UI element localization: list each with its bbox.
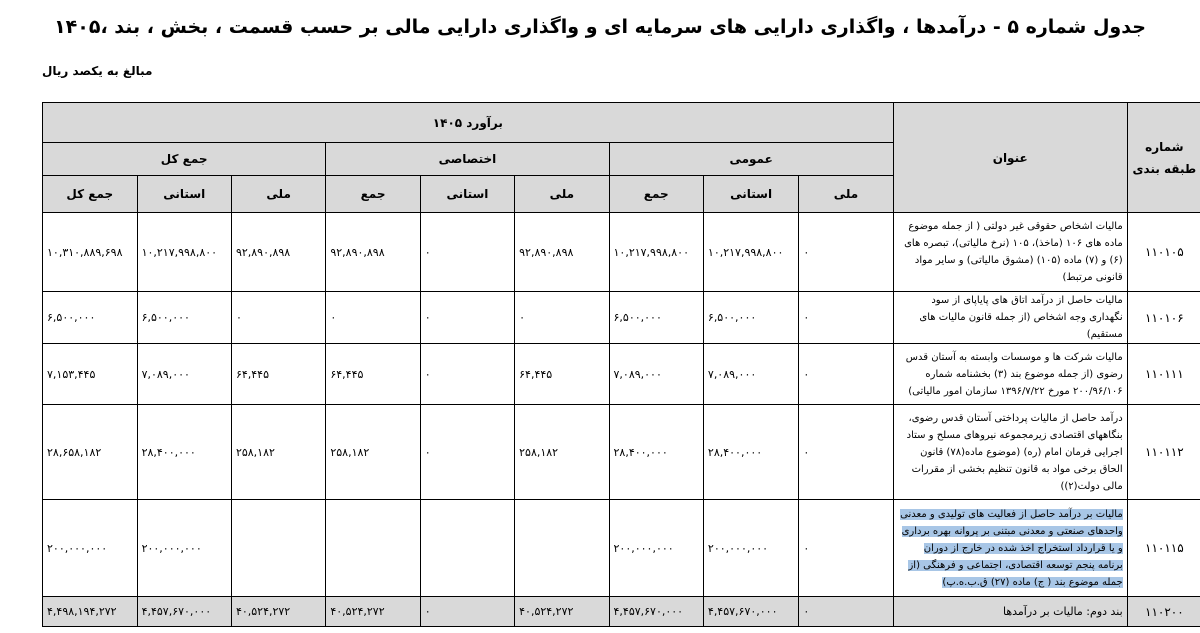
cell-gen-sum: ۲۰۰,۰۰۰,۰۰۰ (609, 500, 703, 597)
cell-gen-national: ۰ (799, 292, 893, 344)
cell-tot-total: ۱۰,۳۱۰,۸۸۹,۶۹۸ (43, 213, 138, 292)
cell-gen-provincial: ۶,۵۰۰,۰۰۰ (703, 292, 798, 344)
cell-spec-sum: ۲۵۸,۱۸۲ (326, 405, 420, 500)
cell-spec-sum: ۶۴,۴۴۵ (326, 344, 420, 405)
cell-tot-total: ۷,۱۵۳,۴۴۵ (43, 344, 138, 405)
row-title: درآمد حاصل از مالیات پرداختی آستان قدس رضوی، بنگاههای اقتصادی زیرمجموعه نیروهای مسلح و ستاد اجرایی فرمان امام (ره) (موضوع ماده(۷۸) قانون الحاق برخی مواد به قانون تنظیم بخشی از مقررات مالی دولت(۲)) (893, 405, 1127, 500)
table-row-total (43, 597, 1200, 627)
cell-tot-provincial: ۱۰,۲۱۷,۹۹۸,۸۰۰ (137, 213, 231, 292)
cell-spec-provincial: ۰ (420, 405, 514, 500)
cell-tot-national: ۲۵۸,۱۸۲ (231, 405, 325, 500)
row-title: مالیات حاصل از درآمد اتاق های پایاپای از سود نگهداری وجه اشخاص (از جمله قانون مالیات های مستقیم) (893, 292, 1127, 344)
cell-gen-provincial: ۲۰۰,۰۰۰,۰۰۰ (703, 500, 798, 597)
header-gen-provincial: استانی (703, 176, 798, 213)
cell-tot-provincial: ۴,۴۵۷,۶۷۰,۰۰۰ (137, 597, 231, 627)
cell-gen-sum: ۶,۵۰۰,۰۰۰ (609, 292, 703, 344)
cell-tot-provincial: ۷,۰۸۹,۰۰۰ (137, 344, 231, 405)
header-gen-sum: جمع (609, 176, 703, 213)
header-gen-national: ملی (799, 176, 893, 213)
cell-tot-national: ۴۰,۵۲۴,۲۷۲ (231, 597, 325, 627)
cell-tot-national: ۶۴,۴۴۵ (231, 344, 325, 405)
cell-spec-provincial: ۰ (420, 344, 514, 405)
cell-spec-sum (326, 500, 420, 597)
cell-tot-total: ۲۰۰,۰۰۰,۰۰۰ (43, 500, 138, 597)
cell-gen-sum: ۱۰,۲۱۷,۹۹۸,۸۰۰ (609, 213, 703, 292)
cell-gen-national: ۰ (799, 597, 893, 627)
cell-tot-provincial: ۲۰۰,۰۰۰,۰۰۰ (137, 500, 231, 597)
cell-gen-provincial: ۱۰,۲۱۷,۹۹۸,۸۰۰ (703, 213, 798, 292)
row-code: ۱۱۰۲۰۰ (1127, 597, 1200, 627)
table-row (43, 344, 1200, 405)
cell-gen-sum: ۷,۰۸۹,۰۰۰ (609, 344, 703, 405)
cell-spec-national (515, 500, 609, 597)
header-tot-total: جمع کل (43, 176, 138, 213)
header-estimate: برآورد ۱۴۰۵ (43, 103, 894, 143)
header-spec-national: ملی (515, 176, 609, 213)
cell-spec-provincial: ۰ (420, 292, 514, 344)
header-spec-sum: جمع (326, 176, 420, 213)
row-code: ۱۱۰۱۰۵ (1127, 213, 1200, 292)
cell-spec-national: ۹۲,۸۹۰,۸۹۸ (515, 213, 609, 292)
cell-spec-provincial (420, 500, 514, 597)
cell-spec-national: ۴۰,۵۲۴,۲۷۲ (515, 597, 609, 627)
row-code: ۱۱۰۱۰۶ (1127, 292, 1200, 344)
page-title: جدول شماره ۵ - درآمدها ، واگذاری دارایی های سرمایه ای و واگذاری دارایی مالی بر حسب قسمت ، بخش ، بند ،۱۴۰۵ (54, 16, 1146, 38)
header-spec-provincial: استانی (420, 176, 514, 213)
cell-gen-provincial: ۲۸,۴۰۰,۰۰۰ (703, 405, 798, 500)
header-general: عمومی (609, 143, 893, 176)
cell-tot-national: ۰ (231, 292, 325, 344)
cell-tot-national: ۹۲,۸۹۰,۸۹۸ (231, 213, 325, 292)
cell-gen-national: ۰ (799, 500, 893, 597)
header-specific: اختصاصی (326, 143, 609, 176)
cell-tot-total: ۴,۴۹۸,۱۹۴,۲۷۲ (43, 597, 138, 627)
cell-spec-national: ۲۵۸,۱۸۲ (515, 405, 609, 500)
header-tot-national: ملی (231, 176, 325, 213)
revenue-table (42, 102, 1200, 627)
cell-gen-national: ۰ (799, 344, 893, 405)
row-title: مالیات اشخاص حقوقی غیر دولتی ( از جمله موضوع ماده های ۱۰۶ (ماخذ)، ۱۰۵ (نرخ مالیاتی)، تبصره های (۶) و (۷) ماده (۱۰۵) (مشوق مالیاتی) و سایر مواد قانونی مرتبط) (893, 213, 1127, 292)
row-code: ۱۱۰۱۱۱ (1127, 344, 1200, 405)
row-title: بند دوم: مالیات بر درآمدها (893, 597, 1127, 627)
table-row (43, 500, 1200, 597)
table-row (43, 292, 1200, 344)
cell-spec-provincial: ۰ (420, 213, 514, 292)
cell-gen-sum: ۲۸,۴۰۰,۰۰۰ (609, 405, 703, 500)
row-title-cell (893, 500, 1127, 597)
unit-note: مبالغ به یکصد ریال (42, 64, 153, 78)
cell-spec-provincial: ۰ (420, 597, 514, 627)
header-tot-provincial: استانی (137, 176, 231, 213)
cell-tot-total: ۲۸,۶۵۸,۱۸۲ (43, 405, 138, 500)
table-row (43, 405, 1200, 500)
cell-spec-sum: ۴۰,۵۲۴,۲۷۲ (326, 597, 420, 627)
cell-tot-provincial: ۶,۵۰۰,۰۰۰ (137, 292, 231, 344)
cell-spec-national: ۶۴,۴۴۵ (515, 344, 609, 405)
cell-tot-provincial: ۲۸,۴۰۰,۰۰۰ (137, 405, 231, 500)
row-code: ۱۱۰۱۱۵ (1127, 500, 1200, 597)
cell-gen-sum: ۴,۴۵۷,۶۷۰,۰۰۰ (609, 597, 703, 627)
row-title-highlighted[interactable]: مالیات بر درآمد حاصل از فعالیت های تولیدی و معدنی واحدهای صنعتی و معدنی مبتنی بر پروانه بهره برداری و یا قرارداد استخراج اخذ شده در خارج از دوران برنامه پنجم توسعه اقتصادی، اجتماعی و فرهنگی (از جمله موضوع بند ( ج) ماده (۲۷) ق.ب.ه.پ) (900, 508, 1123, 588)
cell-spec-sum: ۰ (326, 292, 420, 344)
cell-spec-national: ۰ (515, 292, 609, 344)
cell-gen-national: ۰ (799, 405, 893, 500)
header-title: عنوان (893, 103, 1127, 213)
cell-tot-total: ۶,۵۰۰,۰۰۰ (43, 292, 138, 344)
header-class-code: شماره طبقه بندی (1127, 103, 1200, 213)
cell-gen-provincial: ۴,۴۵۷,۶۷۰,۰۰۰ (703, 597, 798, 627)
row-code: ۱۱۰۱۱۲ (1127, 405, 1200, 500)
header-grand-total: جمع کل (43, 143, 326, 176)
cell-tot-national (231, 500, 325, 597)
cell-spec-sum: ۹۲,۸۹۰,۸۹۸ (326, 213, 420, 292)
cell-gen-provincial: ۷,۰۸۹,۰۰۰ (703, 344, 798, 405)
row-title: مالیات شرکت ها و موسسات وابسته به آستان قدس رضوی (از جمله موضوع بند (۳) بخشنامه شماره ۲۰۰/۹۶/۱۰۶ مورخ ۱۳۹۶/۷/۲۲ سازمان امور مالیاتی) (893, 344, 1127, 405)
table-row (43, 213, 1200, 292)
cell-gen-national: ۰ (799, 213, 893, 292)
